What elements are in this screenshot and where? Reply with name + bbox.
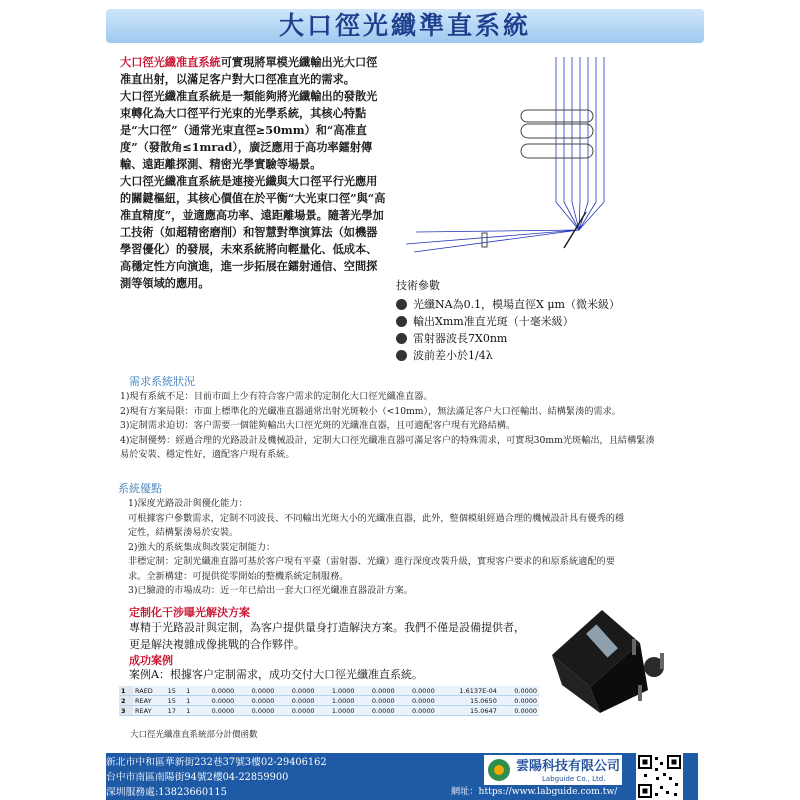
- qr-code-icon[interactable]: [636, 753, 683, 800]
- logo-mark-center: [494, 765, 504, 775]
- company-en-name: Labguide Co., Ltd.: [542, 775, 606, 783]
- needs-item: 2)現有方案局限：市面上標準化的光纖准直器通常出射光斑較小（<10mm），無法滿足客户大口徑輸出、結構緊湊的需求。: [120, 405, 622, 417]
- spec-item: 雷射器波長7X0nm: [396, 330, 696, 347]
- specs-heading: 技術參數: [396, 279, 440, 292]
- address-line: 台中市南區南陽街94號2樓04-22859900: [106, 771, 289, 783]
- row-index: 3: [119, 706, 133, 716]
- table-cell: 1: [184, 686, 196, 696]
- company-logo: [484, 755, 622, 785]
- address-line: 新北市中和區華新街232巷37號3樓02-29406162: [106, 757, 327, 768]
- bullet-icon: [396, 299, 407, 310]
- address-block: [106, 756, 327, 800]
- needs-item: 3)定制需求迫切：客户需要一個能夠輸出大口徑光斑的光纖准直器，且可適配客户現有光路結構。: [120, 420, 516, 431]
- table-cell: 1.0000: [316, 706, 356, 716]
- table-caption: 大口徑光纖准直系統部分計價函數: [130, 730, 258, 740]
- table-cell: 0.0000: [499, 706, 539, 716]
- intro-paragraph-3: 大口徑光纖准直系統是連接光纖與大口徑平行光應用的關鍵樞紐，其核心價值在於平衡“大光束口徑”與“高准直精度”，並適應高功率、遠距離場景。隨著光學加工技術（如超精密磨削）和智慧對準演算法（如機器學習優化）的發展，未來系統將向輕量化、低成本、高穩定性方向演進，進一步拓展在鐳射通信、空間探測等領域的應用。: [120, 174, 386, 290]
- table-cell: 1.0000: [316, 696, 356, 706]
- table-row: [119, 686, 539, 696]
- table-cell: 0.0000: [236, 696, 276, 706]
- table-cell: 15.0647: [437, 706, 499, 716]
- address-line: 深圳服務處:13823660115: [106, 786, 227, 798]
- table-cell: 0.0000: [276, 706, 316, 716]
- optical-ray-diagram: [396, 52, 656, 268]
- mount-screw: [660, 653, 664, 669]
- table-cell: 0.0000: [357, 686, 397, 696]
- mount-screw: [632, 639, 636, 655]
- table-cell: 0.0000: [236, 686, 276, 696]
- title-banner: [106, 9, 704, 43]
- lens-lower: [521, 144, 593, 158]
- lens-group: [521, 110, 593, 158]
- table-cell: 15.0650: [437, 696, 499, 706]
- fiber-source: [482, 233, 487, 247]
- table-cell: 0.0000: [276, 696, 316, 706]
- spec-item: 輸出Xmm准直光斑（十毫米級）: [396, 313, 696, 330]
- merit-function-table: [119, 686, 539, 716]
- needs-item: 4)定制優勢：經過合理的光路設計及機械設計，定制大口徑光纖准直器可滿足客户的特殊需求，可實現30mm光斑輸出，且結構緊湊易於安裝、穩定性好，適配客户現有系統。: [120, 434, 655, 460]
- row-index: 1: [119, 686, 133, 696]
- table-cell: 0.0000: [276, 686, 316, 696]
- table-row: [119, 696, 539, 706]
- footer: [106, 753, 698, 800]
- intro-highlight: 大口徑光纖准直系統: [120, 55, 221, 69]
- advantage-item: 可根據客户參數需求，定制不同波長、不同輸出光斑大小的光纖准直器，此外，整個模組經過合理的機械設計具有優秀的穩定性，結構緊湊易於安裝。: [128, 512, 625, 538]
- table-cell: 15: [166, 696, 184, 706]
- table-cell: 0.0000: [397, 706, 437, 716]
- table-cell: 1.6137E-04: [437, 686, 499, 696]
- intro-paragraph-2: 大口徑光纖准直系統是一類能夠將光纖輸出的發散光束轉化為大口徑平行光束的光學系統，其核心特點是“大口徑”（通常光束直徑≥50mm）和“高准直度”（發散角≤1mrad），廣泛應用于高功率鐳射傳輸、遠距離探測、精密光學實驗等場景。: [120, 89, 378, 171]
- table-row: [119, 706, 539, 716]
- intro-section: [120, 54, 388, 292]
- row-index: 2: [119, 696, 133, 706]
- custom-heading: 定制化干涉曝光解決方案: [129, 606, 250, 619]
- advantages-section: [128, 497, 628, 599]
- ray-bundle: [406, 57, 604, 252]
- table-cell: 0.0000: [499, 686, 539, 696]
- table-cell: 0.0000: [196, 686, 236, 696]
- table-cell: 0.0000: [357, 696, 397, 706]
- mount-screw: [638, 685, 642, 701]
- bullet-icon: [396, 333, 407, 344]
- advantage-item: 2)強大的系統集成與改裝定制能力：: [128, 541, 276, 553]
- table-cell: 17: [166, 706, 184, 716]
- table-cell: 0.0000: [236, 706, 276, 716]
- advantages-heading: 系統優點: [118, 482, 162, 495]
- website-link[interactable]: 網址：https://www.labguide.com.tw/: [451, 786, 618, 797]
- table-cell: 1: [184, 696, 196, 706]
- intro-paragraph-1: [120, 54, 388, 88]
- needs-item: 1)現有系統不足：目前市面上少有符合客户需求的定制化大口徑光纖准直器。: [120, 391, 433, 402]
- bullet-icon: [396, 316, 407, 327]
- product-image: [540, 595, 670, 715]
- case-heading: 成功案例: [129, 654, 173, 667]
- table-cell: RAED: [133, 686, 166, 696]
- intro-p1-text: 可實現將單模光纖輸出光大口徑准直出射，以滿足客户對大口徑准直光的需求。: [120, 55, 378, 86]
- company-name: 雲陽科技有限公司: [516, 759, 621, 774]
- lens-upper: [521, 110, 593, 122]
- advantage-item: 非標定制：定制光纖准直器可基於客户現有平臺（雷射器、光纖）進行深度改裝升級，實現客户要求的和原系統適配的要求。全新構建：可提供從零開始的整機系統定制服務。: [128, 556, 615, 582]
- custom-body: 專精于光路設計與定制，為客户提供量身打造解決方案。我們不僅是設備提供者，更是解決複雜成像挑戰的合作夥伴。: [129, 621, 525, 651]
- table-cell: 0.0000: [397, 686, 437, 696]
- needs-heading: 需求系統狀況: [129, 375, 195, 388]
- case-body: 案例A：根據客户定制需求，成功交付大口徑光纖准直系統。: [129, 668, 423, 681]
- table-cell: REAY: [133, 696, 166, 706]
- table-cell: 1.0000: [316, 686, 356, 696]
- spec-item: 波前差小於1/4λ: [396, 347, 696, 364]
- page-title: 大口徑光纖準直系統: [278, 11, 531, 40]
- table-cell: 0.0000: [499, 696, 539, 706]
- table-cell: REAY: [133, 706, 166, 716]
- table-body: [119, 686, 539, 716]
- advantage-item: 1)深度光路設計與優化能力：: [128, 498, 248, 509]
- table-cell: 0.0000: [196, 696, 236, 706]
- table-cell: 15: [166, 686, 184, 696]
- lens-middle: [521, 124, 593, 138]
- table-cell: 1: [184, 706, 196, 716]
- spec-item: 光纖NA為0.1，模場直徑X μm（微米級）: [396, 296, 696, 313]
- advantage-item: 3)已驗證的市場成功：近一年已給出一套大口徑光纖准直器設計方案。: [128, 585, 414, 596]
- tech-specs: [396, 277, 696, 364]
- table-cell: 0.0000: [357, 706, 397, 716]
- table-cell: 0.0000: [196, 706, 236, 716]
- table-cell: 0.0000: [397, 696, 437, 706]
- needs-section: [120, 390, 660, 463]
- bullet-icon: [396, 350, 407, 361]
